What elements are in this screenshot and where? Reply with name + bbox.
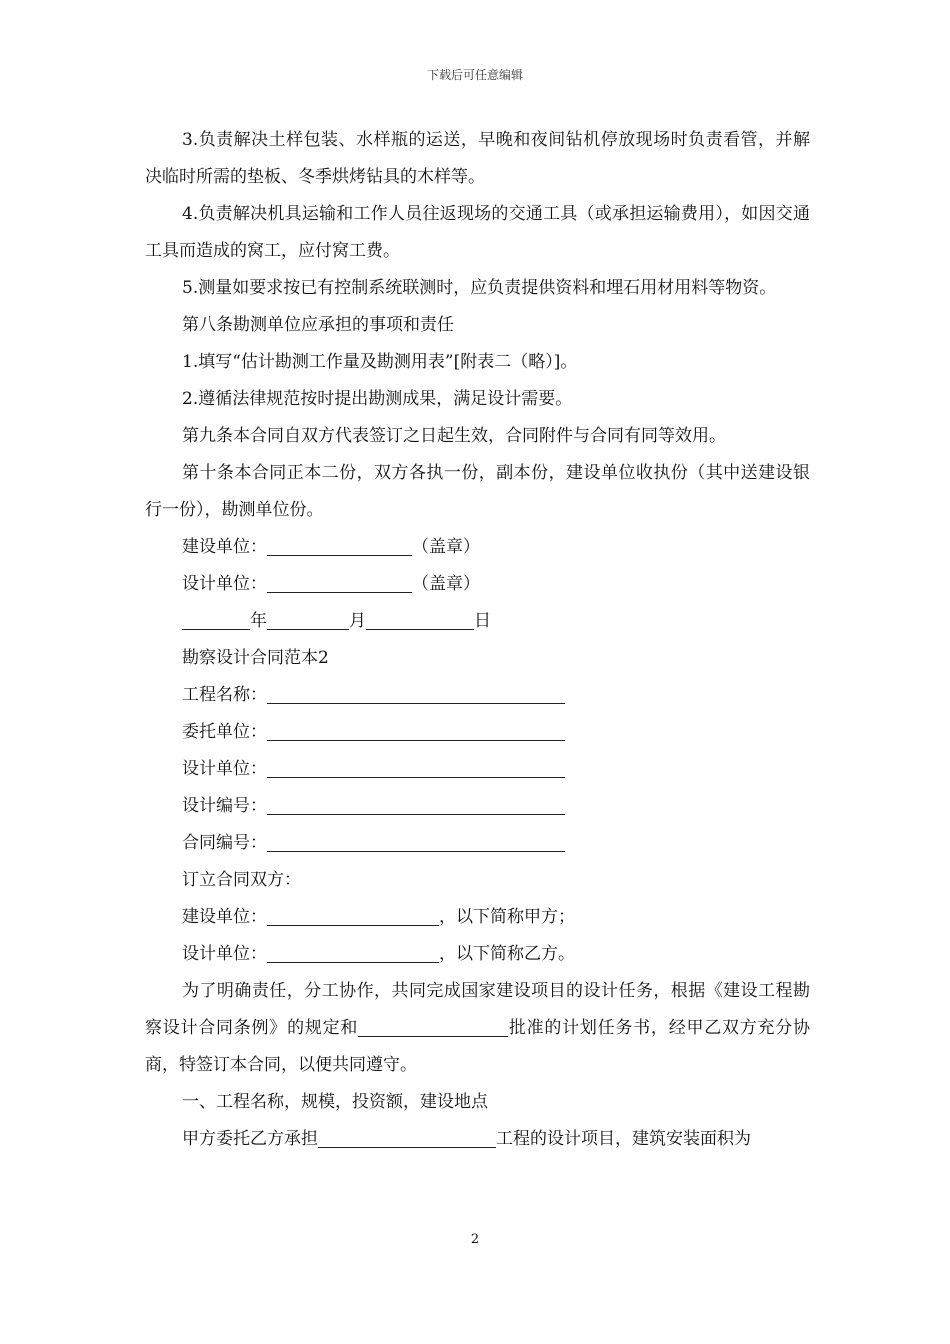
paragraph-item-3: 3.负责解决土样包装、水样瓶的运送，早晚和夜间钻机停放现场时负责看管，并解决临时所需的垫板、冬季烘烤钻具的木样等。 [145, 130, 810, 187]
party-a-line [145, 899, 810, 936]
day-label: 日 [474, 611, 491, 631]
contract-number-field [145, 825, 810, 862]
approval-authority-blank[interactable] [358, 1014, 508, 1037]
page-number: 2 [470, 1232, 480, 1247]
document-body [145, 122, 810, 1158]
design-unit-label: 设计单位： [182, 574, 267, 594]
article-10: 第十条本合同正本二份，双方各执一份，副本份，建设单位收执份（其中送建设银行一份），勘测单位份。 [145, 463, 810, 520]
party-a-blank[interactable] [267, 903, 439, 926]
paragraph-item-5: 5.测量如要求按已有控制系统联测时，应负责提供资料和埋石用材用料等物资。 [182, 278, 777, 298]
design-number-blank[interactable] [267, 792, 565, 815]
intro-part-2: 批准的计划任务书，经甲乙双方充分协商，特签订本合同，以便共同遵守。 [145, 1018, 811, 1075]
party-b-line [145, 936, 810, 973]
party-b-suffix: ，以下简称乙方。 [439, 944, 575, 964]
page-header: 下载后可任意编辑 [426, 68, 523, 82]
design-unit-seal-line [145, 566, 810, 603]
paragraph-item-4: 4.负责解决机具运输和工作人员往返现场的交通工具（或承担运输费用），如因交通工具而造成的窝工，应付窝工费。 [145, 204, 810, 261]
project-name-blank[interactable] [267, 681, 565, 704]
year-label: 年 [250, 611, 267, 631]
party-b-blank[interactable] [267, 940, 439, 963]
design-number-field [145, 788, 810, 825]
year-blank[interactable] [182, 607, 250, 630]
project-name-label: 工程名称： [182, 685, 267, 705]
party-b-label: 设计单位： [182, 944, 267, 964]
client-unit-label: 委托单位： [182, 722, 267, 742]
seal-text: （盖章） [412, 574, 480, 594]
date-line [145, 603, 810, 640]
project-name-field [145, 677, 810, 714]
intro-part-1: 为了明确责任，分工协作，共同完成国家建设项目的设计任务，根据《建设工程勘察设计合同条例》的规定和 [145, 981, 810, 1038]
section-1-title: 一、工程名称，规模，投资额，建设地点 [182, 1092, 488, 1112]
design-number-label: 设计编号： [182, 796, 267, 816]
construction-unit-label: 建设单位： [182, 537, 267, 557]
client-unit-field [145, 714, 810, 751]
client-unit-blank[interactable] [267, 718, 565, 741]
contract-number-label: 合同编号： [182, 833, 267, 853]
article-8-item-1: 1.填写“估计勘测工作量及勘测用表”[附表二（略）]。 [182, 352, 578, 372]
construction-unit-blank[interactable] [267, 533, 412, 556]
section-1-paragraph [145, 1121, 810, 1158]
party-a-label: 建设单位： [182, 907, 267, 927]
month-label: 月 [349, 611, 366, 631]
article-8-item-2: 2.遵循法律规范按时提出勘测成果，满足设计需要。 [182, 389, 573, 409]
section-1-part-2: 工程的设计项目，建筑安装面积为 [496, 1129, 751, 1149]
construction-unit-seal-line [145, 529, 810, 566]
design-unit-blank[interactable] [267, 755, 565, 778]
parties-title: 订立合同双方： [182, 870, 301, 890]
article-8-title: 第八条勘测单位应承担的事项和责任 [182, 315, 454, 335]
month-blank[interactable] [267, 607, 349, 630]
contract-2-title: 勘察设计合同范本2 [182, 648, 329, 668]
design-unit-blank[interactable] [267, 570, 412, 593]
article-9: 第九条本合同自双方代表签订之日起生效，合同附件与合同有同等效用。 [182, 426, 726, 446]
project-blank[interactable] [318, 1125, 496, 1148]
intro-paragraph [145, 973, 810, 1084]
party-a-suffix: ，以下简称甲方； [439, 907, 575, 927]
day-blank[interactable] [366, 607, 474, 630]
section-1-part-1: 甲方委托乙方承担 [182, 1129, 318, 1149]
contract-number-blank[interactable] [267, 829, 565, 852]
design-unit-field [145, 751, 810, 788]
design-unit-label: 设计单位： [182, 759, 267, 779]
seal-text: （盖章） [412, 537, 480, 557]
